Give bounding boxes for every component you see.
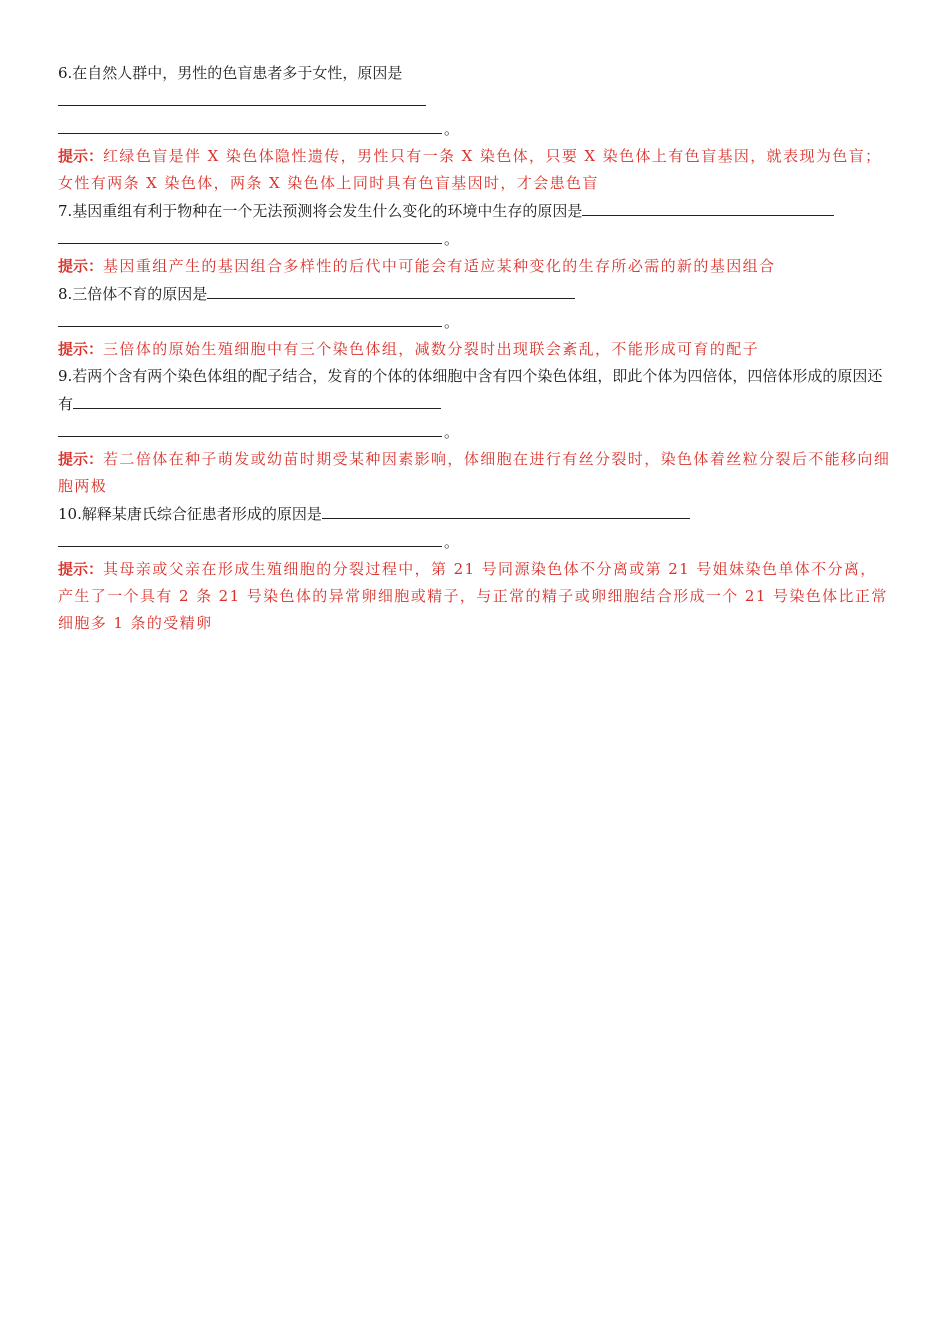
answer-blank[interactable] bbox=[58, 418, 442, 437]
question-10-text: 10.解释某唐氏综合征患者形成的原因是 bbox=[58, 505, 322, 523]
question-7-text: 7.基因重组有利于物种在一个无法预测将会发生什么变化的环境中生存的原因是 bbox=[58, 202, 583, 220]
answer-blank[interactable] bbox=[582, 197, 834, 216]
answer-blank[interactable] bbox=[73, 390, 441, 409]
question-8 bbox=[58, 280, 892, 308]
answer-line-9 bbox=[58, 418, 892, 446]
period: 。 bbox=[444, 230, 460, 248]
hint-9-text: 若二倍体在种子萌发或幼苗时期受某种因素影响，体细胞在进行有丝分裂时，染色体着丝粒分裂后不能移向细胞两极 bbox=[58, 450, 891, 495]
question-7 bbox=[58, 197, 892, 225]
hint-6 bbox=[58, 143, 892, 197]
answer-line-10 bbox=[58, 528, 892, 556]
hint-10 bbox=[58, 556, 892, 637]
hint-label: 提示： bbox=[58, 147, 104, 165]
answer-line-6a bbox=[58, 87, 892, 115]
period: 。 bbox=[444, 120, 460, 138]
hint-label: 提示： bbox=[58, 560, 104, 578]
answer-blank[interactable] bbox=[58, 225, 442, 244]
hint-7 bbox=[58, 253, 892, 280]
hint-6-text: 红绿色盲是伴 X 染色体隐性遗传，男性只有一条 X 染色体，只要 X 染色体上有色盲基因，就表现为色盲；女性有两条 X 染色体，两条 X 染色体上同时具有色盲基因时，才会患色盲 bbox=[58, 147, 882, 192]
hint-10-text: 其母亲或父亲在形成生殖细胞的分裂过程中，第 21 号同源染色体不分离或第 21 号姐妹染色单体不分离，产生了一个具有 2 条 21 号染色体的异常卵细胞或精子，与正常的精子或卵细胞结合形成一个 21 号染色体比正常细胞多 1 条的受精卵 bbox=[58, 560, 888, 632]
hint-label: 提示： bbox=[58, 257, 104, 275]
period: 。 bbox=[444, 313, 460, 331]
answer-blank[interactable] bbox=[58, 115, 442, 134]
answer-blank[interactable] bbox=[58, 528, 442, 547]
answer-blank[interactable] bbox=[58, 87, 426, 106]
question-10 bbox=[58, 500, 892, 528]
answer-line-8 bbox=[58, 308, 892, 336]
hint-8 bbox=[58, 336, 892, 363]
period: 。 bbox=[444, 533, 460, 551]
hint-label: 提示： bbox=[58, 450, 104, 468]
hint-7-text: 基因重组产生的基因组合多样性的后代中可能会有适应某种变化的生存所必需的新的基因组合 bbox=[103, 257, 776, 275]
hint-label: 提示： bbox=[58, 340, 104, 358]
hint-9 bbox=[58, 446, 892, 500]
question-9 bbox=[58, 363, 892, 418]
period: 。 bbox=[444, 423, 460, 441]
answer-blank[interactable] bbox=[207, 280, 575, 299]
answer-line-6b bbox=[58, 115, 892, 143]
answer-blank[interactable] bbox=[58, 308, 442, 327]
answer-line-7 bbox=[58, 225, 892, 253]
answer-blank[interactable] bbox=[322, 500, 690, 519]
worksheet-page bbox=[58, 60, 892, 637]
question-6 bbox=[58, 60, 892, 87]
hint-8-text: 三倍体的原始生殖细胞中有三个染色体组，减数分裂时出现联会紊乱，不能形成可育的配子 bbox=[103, 340, 760, 358]
question-6-text: 6.在自然人群中，男性的色盲患者多于女性，原因是 bbox=[58, 64, 403, 82]
question-9-text: 9.若两个含有两个染色体组的配子结合，发育的个体的体细胞中含有四个染色体组，即此个体为四倍体，四倍体形成的原因还有 bbox=[58, 367, 883, 413]
question-8-text: 8.三倍体不育的原因是 bbox=[58, 285, 208, 303]
